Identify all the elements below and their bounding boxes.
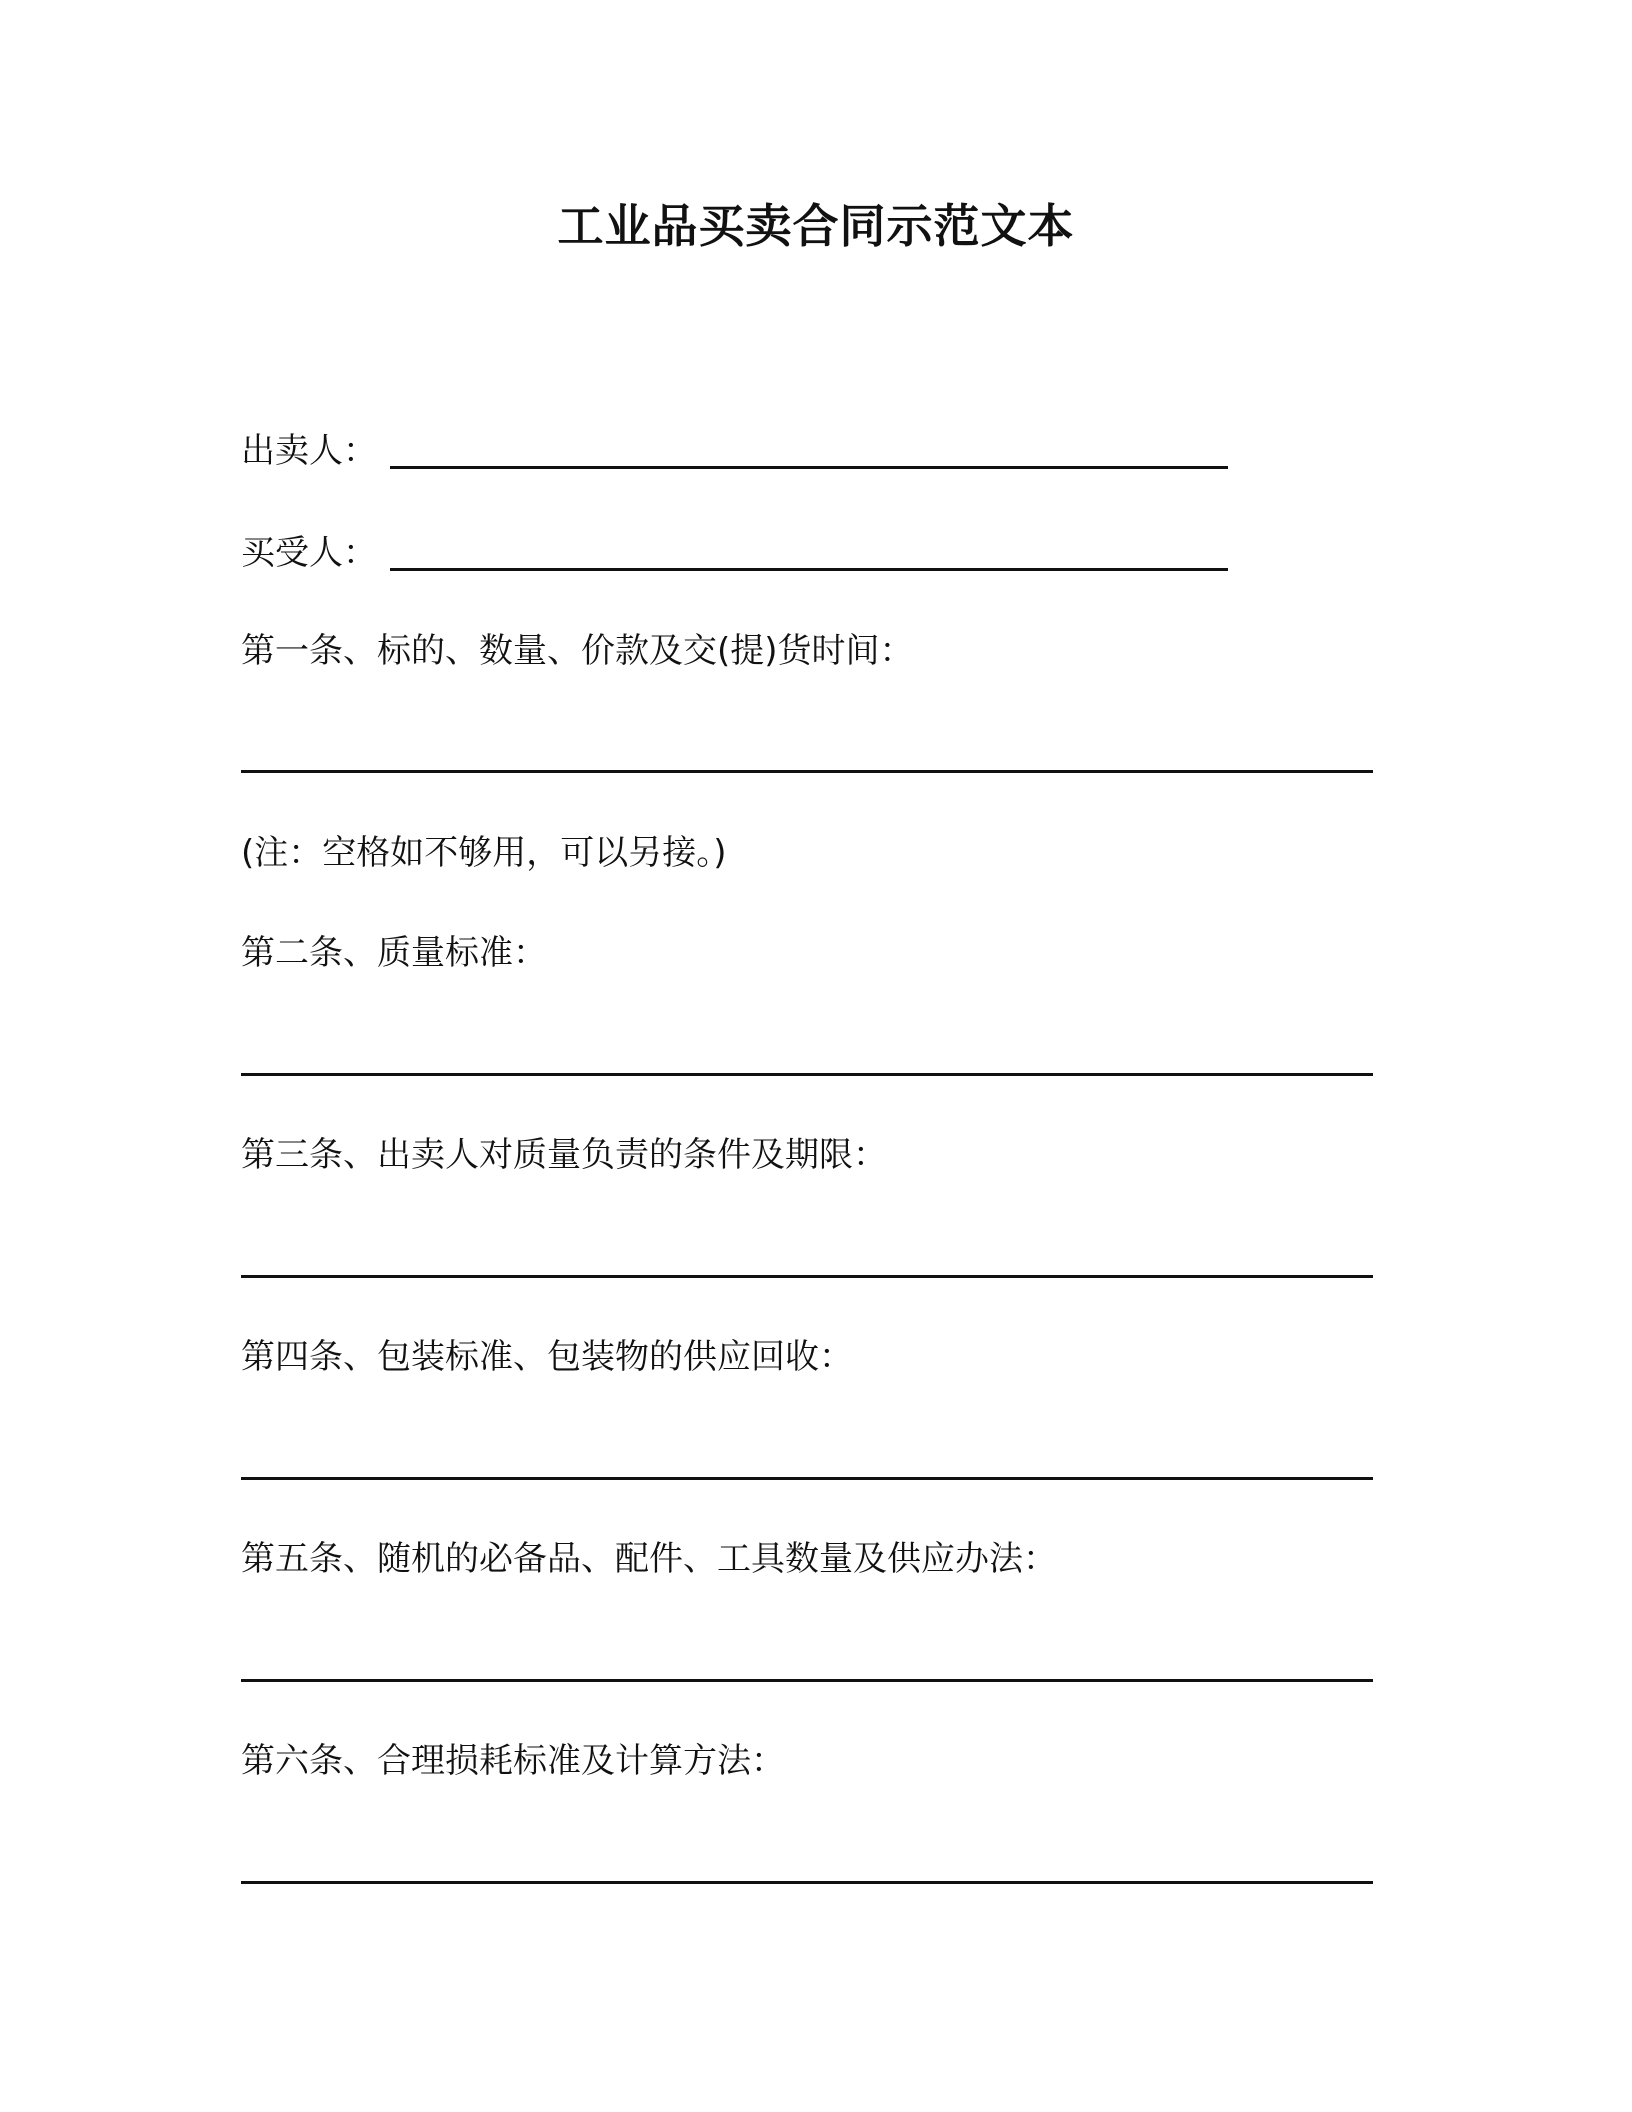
article-6-heading: 第六条、合理损耗标准及计算方法：	[241, 1741, 785, 1781]
article-5-heading: 第五条、随机的必备品、配件、工具数量及供应办法：	[241, 1539, 1057, 1579]
document-title: 工业品买卖合同示范文本	[557, 199, 1075, 253]
seller-label: 出卖人：	[241, 431, 377, 471]
article-1-heading: 第一条、标的、数量、价款及交(提)货时间：	[241, 631, 914, 671]
buyer-blank-line[interactable]	[390, 568, 1228, 571]
article-5-blank-line[interactable]	[241, 1679, 1373, 1682]
article-3-blank-line[interactable]	[241, 1275, 1373, 1278]
article-1-blank-line[interactable]	[241, 770, 1373, 773]
buyer-label: 买受人：	[241, 533, 377, 573]
article-6-blank-line[interactable]	[241, 1881, 1373, 1884]
article-3-heading: 第三条、出卖人对质量负责的条件及期限：	[241, 1135, 887, 1175]
note-text: (注：空格如不够用，可以另接。)	[241, 833, 727, 873]
article-4-heading: 第四条、包装标准、包装物的供应回收：	[241, 1337, 853, 1377]
seller-blank-line[interactable]	[390, 466, 1228, 469]
article-4-blank-line[interactable]	[241, 1477, 1373, 1480]
article-2-blank-line[interactable]	[241, 1073, 1373, 1076]
article-2-heading: 第二条、质量标准：	[241, 933, 547, 973]
